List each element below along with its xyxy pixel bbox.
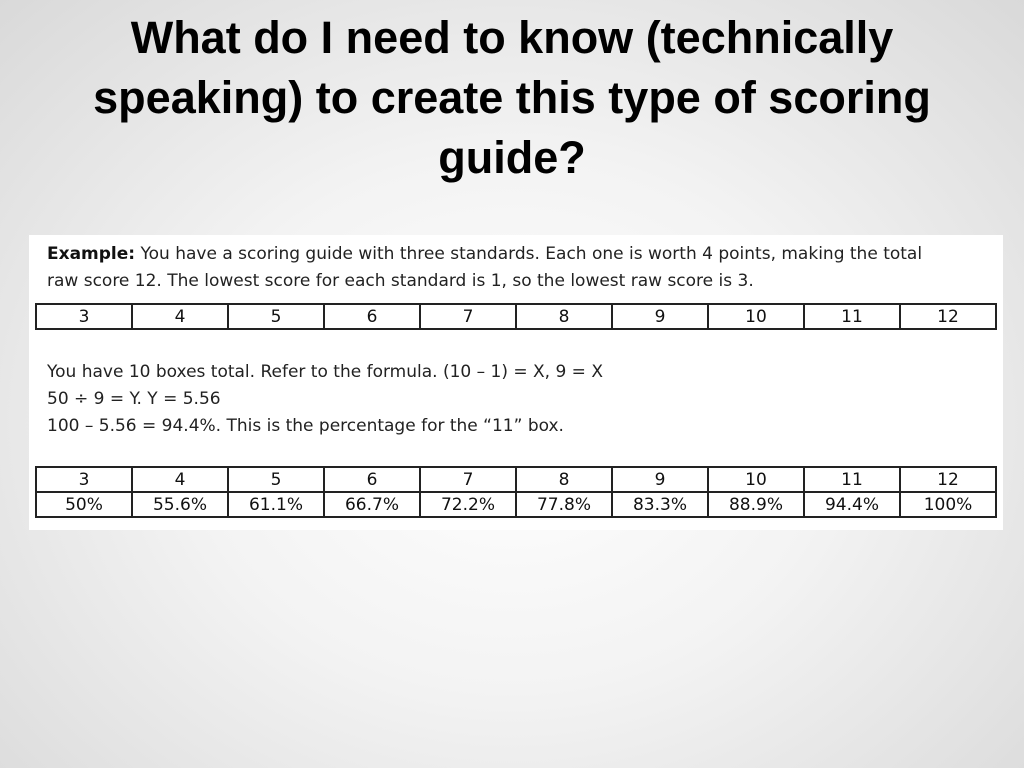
table-row <box>36 304 996 329</box>
table-cell-score: 3 <box>36 304 132 329</box>
table-cell-score: 3 <box>36 467 132 492</box>
formula-line-2: 50 ÷ 9 = Y. Y = 5.56 <box>47 389 221 409</box>
percentage-table <box>35 466 997 518</box>
table-cell-score: 4 <box>132 304 228 329</box>
table-cell-score: 10 <box>708 304 804 329</box>
table-cell-percent: 100% <box>900 492 996 517</box>
raw-score-table <box>35 303 997 330</box>
table-cell-percent: 83.3% <box>612 492 708 517</box>
table-cell-score: 5 <box>228 467 324 492</box>
formula-line-1: You have 10 boxes total. Refer to the formula. (10 – 1) = X, 9 = X <box>47 362 603 382</box>
formula-paragraph <box>47 359 603 440</box>
table-cell-percent: 61.1% <box>228 492 324 517</box>
table-cell-percent: 94.4% <box>804 492 900 517</box>
example-image <box>29 235 1003 530</box>
table-cell-score: 7 <box>420 304 516 329</box>
formula-line-3: 100 – 5.56 = 94.4%. This is the percentage for the “11” box. <box>47 416 564 436</box>
table-cell-score: 6 <box>324 467 420 492</box>
table-cell-score: 11 <box>804 304 900 329</box>
table-cell-score: 5 <box>228 304 324 329</box>
table-cell-percent: 88.9% <box>708 492 804 517</box>
table-cell-score: 11 <box>804 467 900 492</box>
table-cell-percent: 50% <box>36 492 132 517</box>
table-cell-score: 10 <box>708 467 804 492</box>
table-cell-percent: 72.2% <box>420 492 516 517</box>
table-row <box>36 467 996 492</box>
example-line-1: You have a scoring guide with three standards. Each one is worth 4 points, making the total <box>140 244 923 264</box>
table-cell-score: 12 <box>900 304 996 329</box>
table-cell-score: 8 <box>516 304 612 329</box>
example-line-2: raw score 12. The lowest score for each standard is 1, so the lowest raw score is 3. <box>47 271 754 291</box>
table-cell-score: 8 <box>516 467 612 492</box>
table-cell-percent: 55.6% <box>132 492 228 517</box>
table-cell-score: 6 <box>324 304 420 329</box>
table-row <box>36 492 996 517</box>
table-cell-score: 4 <box>132 467 228 492</box>
slide-title: What do I need to know (technically speaking) to create this type of scoring guide? <box>93 12 931 183</box>
table-cell-percent: 77.8% <box>516 492 612 517</box>
table-cell-score: 9 <box>612 304 708 329</box>
table-cell-score: 12 <box>900 467 996 492</box>
table-cell-percent: 66.7% <box>324 492 420 517</box>
table-cell-score: 9 <box>612 467 708 492</box>
example-paragraph <box>47 241 922 295</box>
table-cell-score: 7 <box>420 467 516 492</box>
example-label: Example: <box>47 244 136 264</box>
